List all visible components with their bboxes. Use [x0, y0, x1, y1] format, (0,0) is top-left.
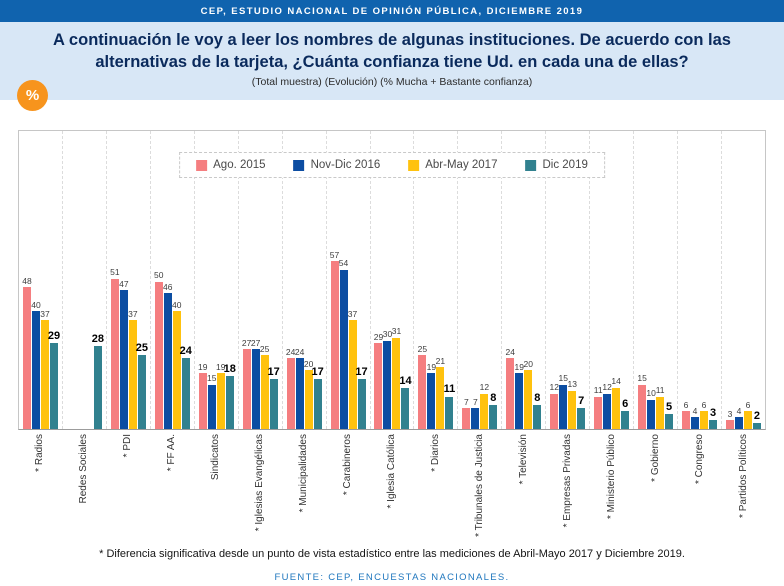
bar-value-label: 57: [329, 249, 340, 260]
bar-value-label: 29: [47, 330, 61, 343]
bar: [23, 287, 31, 429]
bar-value-label: 50: [154, 270, 164, 281]
x-axis-label-text: Redes Sociales: [78, 434, 89, 504]
bar-value-label: 6: [701, 399, 707, 410]
legend-swatch-icon: [294, 160, 305, 171]
bar-value-label: 4: [736, 405, 742, 416]
x-axis-label: [634, 430, 678, 542]
x-axis-label: [238, 430, 282, 542]
bar-slot: [164, 131, 172, 429]
source-credit: FUENTE: CEP, ENCUESTAS NACIONALES.: [274, 572, 510, 583]
bar: [700, 411, 708, 429]
x-axis-label-text: * Diarios: [430, 434, 441, 472]
bar: [173, 311, 181, 429]
bar-group: [634, 131, 678, 429]
bar-value-label: 21: [435, 355, 446, 366]
bar: [94, 346, 102, 429]
bar-value-label: 17: [267, 365, 280, 378]
x-axis-label: [458, 430, 502, 542]
bar-value-label: 40: [31, 299, 41, 310]
bar: [691, 417, 699, 429]
bar: [358, 379, 366, 429]
bar-slot: [23, 131, 31, 429]
bar-value-label: 27: [250, 338, 261, 349]
bar-slot: [129, 131, 137, 429]
bar-value-label: 4: [692, 405, 698, 416]
x-axis-label: [414, 430, 458, 542]
bar-value-label: 12: [479, 382, 490, 393]
bar-value-label: 37: [128, 308, 138, 319]
x-axis-label-text: * Municipalidades: [298, 434, 309, 513]
bar-value-label: 2: [753, 410, 761, 423]
bar-slot: [638, 131, 646, 429]
x-axis-label: [546, 430, 590, 542]
bar-value-label: 18: [223, 362, 236, 375]
x-axis-labels: [18, 430, 766, 542]
bar: [445, 397, 453, 429]
x-axis-label-text: * Iglesia Católica: [386, 434, 397, 509]
legend: [179, 152, 605, 178]
bar: [568, 391, 576, 429]
bar-slot: [612, 131, 620, 429]
bar-value-label: 20: [303, 358, 314, 369]
bar: [120, 290, 128, 429]
bar-slot: [726, 131, 734, 429]
bar: [138, 355, 146, 429]
bar-value-label: 27: [241, 338, 252, 349]
bar-value-label: 25: [259, 343, 270, 354]
bar: [374, 343, 382, 429]
bar-value-label: 14: [399, 374, 412, 387]
bar-value-label: 19: [514, 361, 525, 372]
legend-swatch-icon: [408, 160, 419, 171]
bar: [656, 397, 664, 429]
x-axis-label: [194, 430, 238, 542]
bar-value-label: 24: [294, 346, 305, 357]
x-axis-label: [590, 430, 634, 542]
bar-value-label: 37: [347, 308, 358, 319]
bar: [665, 414, 673, 429]
bar-value-label: 3: [727, 408, 733, 419]
bar-value-label: 40: [172, 299, 182, 310]
bar-value-label: 29: [373, 332, 384, 343]
bar-slot: [135, 131, 148, 429]
bar: [427, 373, 435, 429]
bar: [682, 411, 690, 429]
bar: [621, 411, 629, 429]
x-axis-label-text: * Carabineros: [342, 434, 353, 496]
bar: [32, 311, 40, 429]
bar: [314, 379, 322, 429]
x-axis-label: [722, 430, 766, 542]
x-axis-label-text: * Gobierno: [650, 434, 661, 482]
x-axis-label: [106, 430, 150, 542]
bar-value-label: 7: [472, 397, 478, 408]
legend-item-1: [196, 159, 265, 171]
x-axis-label-text: * Empresas Privadas: [562, 434, 573, 528]
bar: [401, 388, 409, 429]
x-axis-label: [326, 430, 370, 542]
bar-value-label: 3: [709, 407, 717, 420]
bar: [155, 282, 163, 430]
bar-slot: [665, 131, 673, 429]
bar-slot: [85, 131, 93, 429]
x-axis-label-text: Sindicatos: [210, 434, 221, 481]
bar-value-label: 17: [311, 365, 324, 378]
x-axis-label-text: * Partidos Políticos: [738, 434, 749, 518]
bar-group: [107, 131, 151, 429]
bar-group: [678, 131, 722, 429]
legend-swatch-icon: [196, 160, 207, 171]
bar: [217, 373, 225, 429]
bar-value-label: 14: [611, 376, 621, 387]
bar-value-label: 19: [426, 361, 437, 372]
legend-label: Nov-Dic 2016: [310, 159, 381, 171]
x-axis-label: [370, 430, 414, 542]
legend-swatch-icon: [525, 160, 536, 171]
bar: [111, 279, 119, 429]
bar: [533, 405, 541, 429]
bar-group: [722, 131, 765, 429]
bar: [296, 358, 304, 429]
bar-slot: [47, 131, 61, 429]
bar-slot: [691, 131, 699, 429]
bar-value-label: 6: [622, 398, 629, 411]
bar-slot: [111, 131, 119, 429]
bar-value-label: 15: [637, 373, 647, 384]
x-axis-label: [678, 430, 722, 542]
bar-slot: [32, 131, 40, 429]
bar: [243, 349, 251, 429]
bar: [550, 394, 558, 429]
percent-badge-label: %: [25, 87, 40, 104]
bar: [270, 379, 278, 429]
bar-value-label: 51: [110, 267, 120, 278]
bar-slot: [753, 131, 761, 429]
bar-value-label: 11: [593, 385, 603, 396]
legend-item-3: [408, 159, 497, 171]
bar-slot: [744, 131, 752, 429]
bar: [515, 373, 523, 429]
x-axis-label: [502, 430, 546, 542]
bar-value-label: 24: [505, 346, 516, 357]
x-axis-label-text: * Televisión: [518, 434, 529, 485]
header-banner: [0, 0, 784, 22]
bar-value-label: 30: [382, 329, 393, 340]
legend-item-2: [294, 159, 381, 171]
bar-slot: [621, 131, 629, 429]
bar-value-label: 11: [655, 385, 665, 396]
bar: [50, 343, 58, 429]
x-axis-label-text: * Tribunales de Justicia: [474, 434, 485, 537]
bar-value-label: 46: [163, 281, 173, 292]
x-axis-label-text: * Radios: [34, 434, 45, 472]
bar: [638, 385, 646, 429]
bar-value-label: 7: [578, 395, 585, 408]
bar: [603, 394, 611, 429]
legend-item-4: [525, 159, 587, 171]
bar-slot: [682, 131, 690, 429]
bar-value-label: 15: [558, 373, 568, 384]
bar-slot: [76, 131, 84, 429]
bar-value-label: 19: [197, 361, 208, 372]
bar: [647, 400, 655, 430]
bar-value-label: 7: [463, 397, 469, 408]
bar-value-label: 19: [215, 361, 226, 372]
bar-value-label: 6: [745, 399, 751, 410]
bar-value-label: 25: [417, 343, 428, 354]
bar: [709, 420, 717, 429]
percent-badge-icon: [17, 80, 48, 111]
x-axis-label-text: * FF AA.: [166, 434, 177, 472]
bar: [462, 408, 470, 429]
bar-value-label: 48: [22, 276, 32, 287]
chart: [18, 130, 766, 542]
bar-value-label: 12: [602, 382, 612, 393]
page-subtitle: (Total muestra) (Evolución) (% Mucha + Bastante confianza): [251, 76, 533, 89]
x-axis-label-text: * PDI: [122, 434, 133, 458]
bar: [331, 261, 339, 429]
bar-value-label: 13: [567, 379, 577, 390]
bar: [753, 423, 761, 429]
bar: [744, 411, 752, 429]
bar-value-label: 24: [179, 345, 192, 358]
bar-slot: [709, 131, 717, 429]
bar: [226, 376, 234, 429]
page-title: A continuación le voy a leer los nombres de algunas instituciones. De acuerdo con las alternativas de la tarjeta, ¿Cuánta confianza tiene Ud. en cada una de ellas?: [53, 30, 731, 71]
bar-value-label: 11: [443, 383, 456, 396]
bar-value-label: 28: [91, 333, 105, 346]
x-axis-label-text: * Iglesias Evangélicas: [254, 434, 265, 532]
bar: [489, 405, 497, 429]
bar: [577, 408, 585, 429]
bar: [612, 388, 620, 429]
title-band: [0, 22, 784, 100]
x-axis-label: [282, 430, 326, 542]
bar: [735, 417, 743, 429]
bar-value-label: 54: [338, 258, 349, 269]
bar: [726, 420, 734, 429]
bar-value-label: 20: [523, 358, 534, 369]
legend-label: Ago. 2015: [213, 159, 266, 171]
bar: [182, 358, 190, 429]
bar: [164, 293, 172, 429]
bar-value-label: 24: [285, 346, 296, 357]
bar: [418, 355, 426, 429]
bar-value-label: 37: [40, 308, 50, 319]
bar-value-label: 17: [355, 365, 368, 378]
bar-slot: [67, 131, 75, 429]
bar: [383, 341, 391, 430]
bar-group: [63, 131, 107, 429]
bar: [480, 394, 488, 429]
bar-value-label: 6: [683, 399, 689, 410]
bar-group: [19, 131, 63, 429]
bar-value-label: 5: [666, 401, 673, 414]
bar: [199, 373, 207, 429]
bar-value-label: 8: [534, 392, 541, 405]
bar-value-label: 12: [549, 382, 559, 393]
footnote: * Diferencia significativa desde un punto de vista estadístico entre las mediciones de Abril-Mayo 2017 y Diciembre 2019.: [99, 548, 685, 560]
bar-slot: [647, 131, 655, 429]
bar-value-label: 47: [119, 279, 129, 290]
bar-slot: [656, 131, 664, 429]
plot-area: [18, 130, 766, 430]
x-axis-label: [18, 430, 62, 542]
bar-value-label: 10: [646, 388, 656, 399]
bar: [340, 270, 348, 429]
bar-slot: [120, 131, 128, 429]
banner-text: CEP, ESTUDIO NACIONAL DE OPINIÓN PÚBLICA, DICIEMBRE 2019: [200, 5, 584, 17]
bar: [524, 370, 532, 429]
bar: [252, 349, 260, 429]
bar: [506, 358, 514, 429]
bar-slot: [735, 131, 743, 429]
x-axis-label-text: * Ministerio Público: [606, 434, 617, 520]
bar: [208, 385, 216, 429]
bar-slot: [91, 131, 105, 429]
bar: [305, 370, 313, 429]
bar: [129, 320, 137, 429]
legend-label: Abr-May 2017: [425, 159, 498, 171]
bar-slot: [700, 131, 708, 429]
bar-value-label: 31: [391, 326, 402, 337]
bar-value-label: 15: [206, 373, 217, 384]
bar-slot: [155, 131, 163, 429]
bar-value-label: 25: [135, 342, 148, 355]
bar-value-label: 8: [490, 392, 497, 405]
bar: [594, 397, 602, 429]
bar: [471, 408, 479, 429]
x-axis-label: [150, 430, 194, 542]
bar: [436, 367, 444, 429]
x-axis-label: [62, 430, 106, 542]
bar: [287, 358, 295, 429]
bar: [559, 385, 567, 429]
bar-slot: [41, 131, 49, 429]
x-axis-label-text: * Congreso: [694, 434, 705, 485]
legend-label: Dic 2019: [542, 159, 588, 171]
